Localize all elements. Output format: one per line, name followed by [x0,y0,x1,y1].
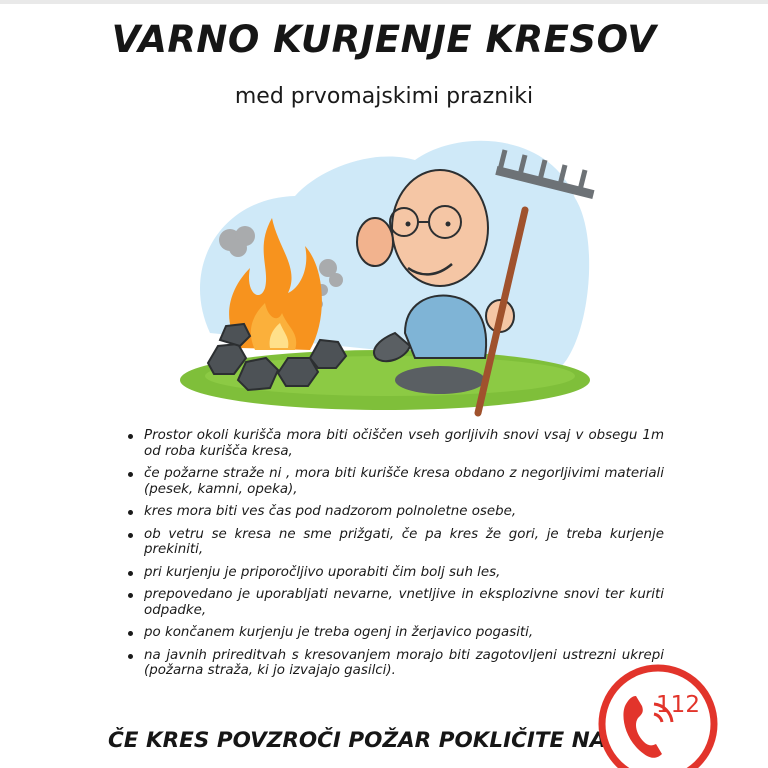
emergency-number: 112 [656,692,700,718]
list-item: ob vetru se kresa ne sme prižgati, če pa kres že gori, je treba kurjenje prekiniti, [124,527,664,558]
list-item: pri kurjenju je priporočljivo uporabiti čim bolj suh les, [124,565,664,581]
safety-rules-list [124,428,664,686]
list-item: na javnih prireditvah s kresovanjem morajo biti zagotovljeni ustrezni ukrepi (požarna straža, ki jo izvajajo gasilci). [124,648,664,679]
list-item: če požarne straže ni , mora biti kurišče kresa obdano z negorljivimi materiali (pesek, kamni, opeka), [124,466,664,497]
emergency-call-badge [596,662,718,768]
page-title: VARNO KURJENJE KRESOV [111,18,657,61]
top-divider [0,0,768,4]
list-item: po končanem kurjenju je treba ogenj in žerjavico pogasiti, [124,625,664,641]
list-item: kres mora biti ves čas pod nadzorom polnoletne osebe, [124,504,664,520]
campfire-illustration [160,118,600,418]
page-subtitle: med prvomajskimi prazniki [234,84,534,109]
call-to-action: ČE KRES POVZROČI POŽAR POKLIČITE NA [108,728,607,753]
list-item: prepovedano je uporabljati nevarne, vnetljive in eksplozivne snovi ter kuriti odpadke, [124,587,664,618]
list-item: Prostor okoli kurišča mora biti očiščen vseh gorljivih snovi vsaj v obsegu 1m od roba kurišča kresa, [124,428,664,459]
